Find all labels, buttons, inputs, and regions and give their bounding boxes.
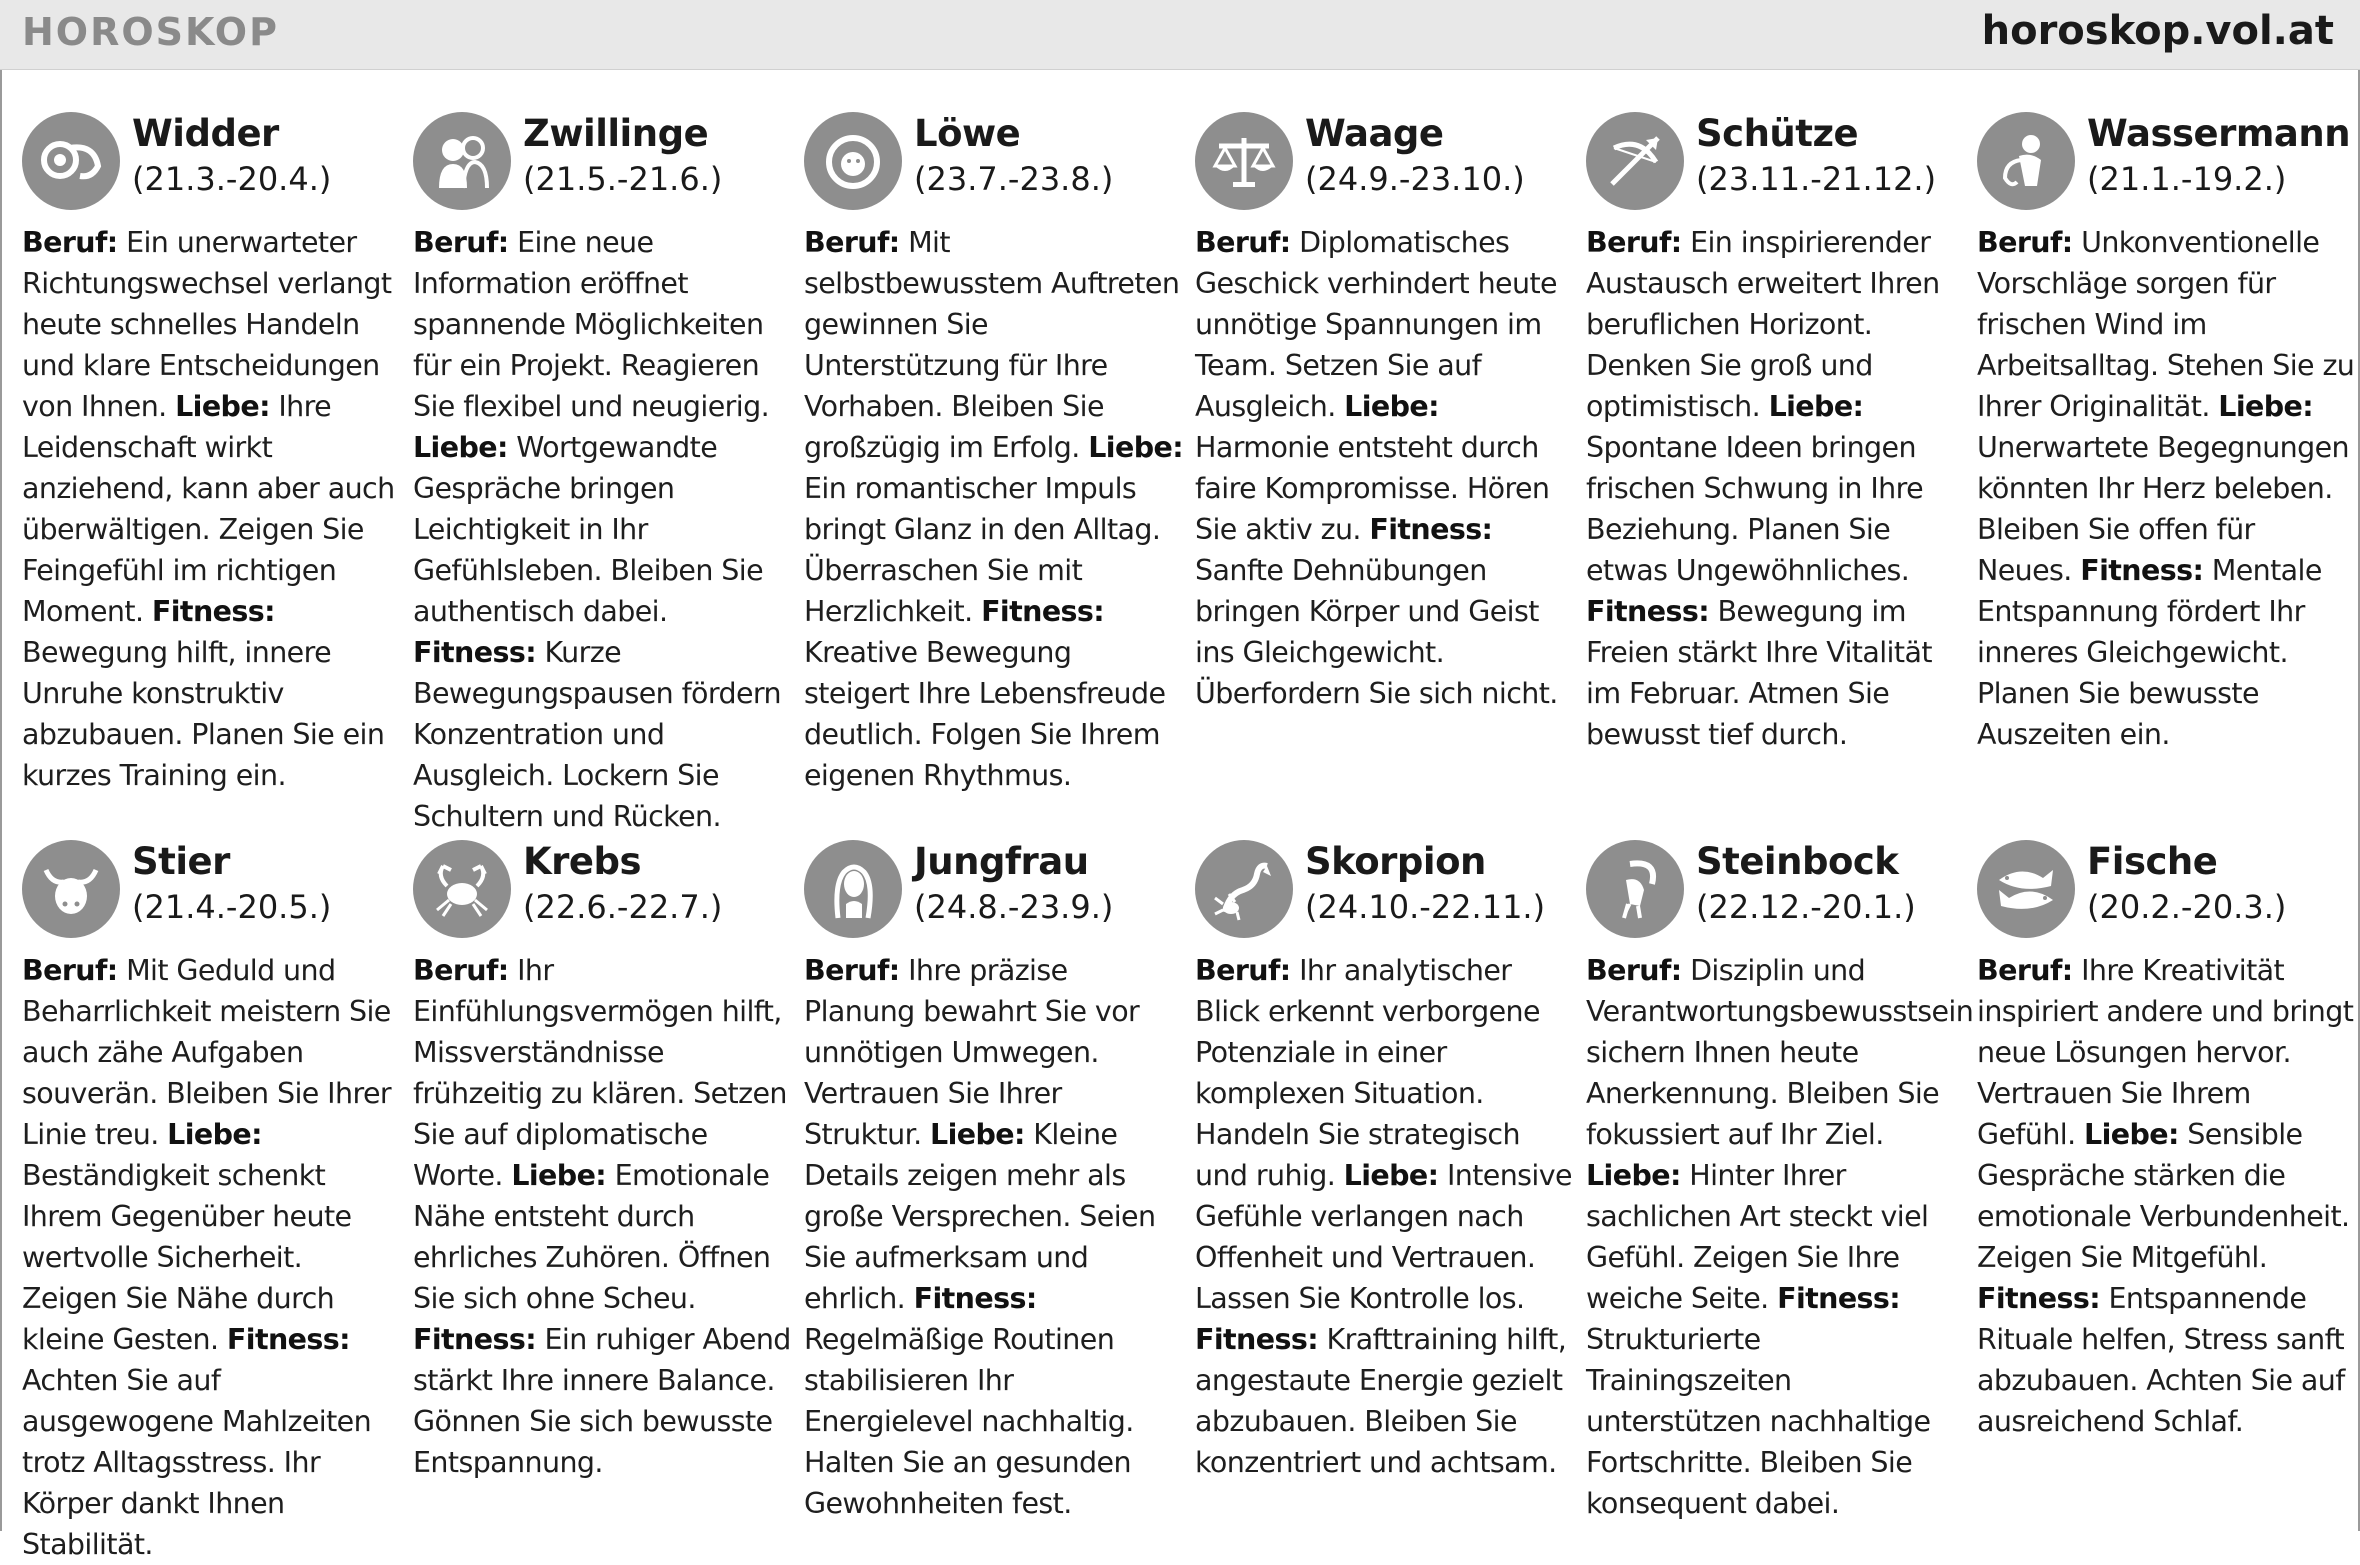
beruf-label: Beruf: [22,226,118,259]
liebe-label: Liebe: [175,390,270,423]
fitness-label: Fitness: [1586,595,1710,628]
sign-dates: (22.6.-22.7.) [523,888,723,926]
beruf-label: Beruf: [1195,954,1291,987]
beruf-label: Beruf: [804,226,900,259]
fitness-text: Krafttraining hilft, angestaute Energie gezielt abzubauen. Bleiben Sie konzentriert und achtsam. [1195,1323,1567,1479]
fitness-label: Fitness: [226,1323,350,1356]
sign-dates: (21.1.-19.2.) [2087,160,2287,198]
liebe-label: Liebe: [511,1159,607,1192]
beruf-label: Beruf: [1977,226,2073,259]
liebe-label: Liebe: [2084,1118,2179,1151]
fitness-text: Bewegung hilft, innere Unruhe konstruktiv abzubauen. Planen Sie ein kurzes Training ein. [22,636,385,792]
fish-icon [1977,840,2075,938]
beruf-text: Mit selbstbewusstem Auftreten gewinnen Sie Unterstützung für Ihre Vorhaben. Bleiben Sie großzügig im Erfolg. [804,226,1180,464]
sign-name: Löwe [914,112,1021,155]
liebe-label: Liebe: [1586,1159,1681,1192]
fitness-text: Strukturierte Trainingszeiten unterstützen nachhaltige Fortschritte. Bleiben Sie konsequent dabei. [1586,1323,1931,1520]
sign-name: Jungfrau [914,840,1089,883]
sign-card-schuetze [1586,112,1966,755]
scorpion-icon [1195,840,1293,938]
header-bar [0,0,2360,70]
liebe-text: Intensive Gefühle verlangen nach Offenheit und Vertrauen. Lassen Sie Kontrolle los. [1195,1159,1572,1315]
fitness-label: Fitness: [1977,1282,2101,1315]
beruf-label: Beruf: [804,954,900,987]
liebe-text: Spontane Ideen bringen frischen Schwung in Ihre Beziehung. Planen Sie etwas Ungewöhnliches. [1586,431,1924,587]
sign-text [804,950,1184,1524]
fitness-text: Achten Sie auf ausgewogene Mahlzeiten trotz Alltagsstress. Ihr Körper dankt Ihnen Stabilität. [22,1364,372,1561]
liebe-label: Liebe: [1088,431,1184,464]
sign-card-loewe [804,112,1184,796]
liebe-text: Sensible Gespräche stärken die emotionale Verbundenheit. Zeigen Sie Mitgefühl. [1977,1118,2350,1274]
sign-text [1977,222,2357,755]
fitness-label: Fitness: [981,595,1105,628]
virgin-icon [804,840,902,938]
sign-dates: (24.10.-22.11.) [1305,888,1546,926]
fitness-label: Fitness: [913,1282,1037,1315]
sign-card-wassermann [1977,112,2357,755]
beruf-label: Beruf: [413,226,509,259]
liebe-label: Liebe: [1343,1159,1439,1192]
beruf-text: Disziplin und Verantwortungsbewusstsein sichern Ihnen heute Anerkennung. Bleiben Sie fokussiert auf Ihr Ziel. [1586,954,1974,1151]
beruf-text: Ein inspirierender Austausch erweitert Ihren beruflichen Horizont. Denken Sie groß und optimistisch. [1586,226,1940,423]
sign-text [413,950,793,1483]
sign-dates: (24.9.-23.10.) [1305,160,1525,198]
sign-text [1195,222,1575,714]
fitness-label: Fitness: [413,1323,537,1356]
beruf-text: Ihre präzise Planung bewahrt Sie vor unnötigen Umwegen. Vertrauen Sie Ihrer Struktur. [804,954,1140,1151]
fitness-text: Regelmäßige Routinen stabilisieren Ihr Energielevel nachhaltig. Halten Sie an gesunden Gewohnheiten fest. [804,1323,1134,1520]
goat-icon [1586,840,1684,938]
ram-icon [22,112,120,210]
fitness-text: Sanfte Dehnübungen bringen Körper und Geist ins Gleichgewicht. Überfordern Sie sich nicht. [1195,554,1558,710]
sign-text [1586,950,1974,1524]
sign-text [1586,222,1966,755]
sign-card-skorpion [1195,840,1575,1483]
beruf-label: Beruf: [22,954,118,987]
fitness-label: Fitness: [1777,1282,1901,1315]
beruf-label: Beruf: [1586,954,1682,987]
sign-dates: (21.4.-20.5.) [132,888,332,926]
sign-card-jungfrau [804,840,1184,1524]
archer-icon [1586,112,1684,210]
site-url[interactable]: horoskop.vol.at [1981,8,2334,54]
sign-card-widder [22,112,402,796]
sign-text [1977,950,2357,1442]
liebe-text: Kleine Details zeigen mehr als große Versprechen. Seien Sie aufmerksam und ehrlich. [804,1118,1156,1315]
liebe-label: Liebe: [930,1118,1025,1151]
liebe-text: Ihre Leidenschaft wirkt anziehend, kann aber auch überwältigen. Zeigen Sie Feingefühl im richtigen Moment. [22,390,395,628]
fitness-label: Fitness: [1369,513,1493,546]
liebe-text: Ein romantischer Impuls bringt Glanz in den Alltag. Überraschen Sie mit Herzlichkeit. [804,472,1161,628]
liebe-text: Unerwartete Begegnungen könnten Ihr Herz beleben. Bleiben Sie offen für Neues. [1977,431,2350,587]
sign-text [413,222,793,837]
sign-name: Fische [2087,840,2218,883]
liebe-label: Liebe: [2218,390,2314,423]
fitness-text: Ein ruhiger Abend stärkt Ihre innere Balance. Gönnen Sie sich bewusste Entspannung. [413,1323,791,1479]
sign-dates: (24.8.-23.9.) [914,888,1114,926]
page-title: HOROSKOP [22,10,279,54]
sign-dates: (22.12.-20.1.) [1696,888,1916,926]
fitness-text: Kreative Bewegung steigert Ihre Lebensfreude deutlich. Folgen Sie Ihrem eigenen Rhythmus. [804,636,1166,792]
beruf-label: Beruf: [1195,226,1291,259]
sign-card-fische [1977,840,2357,1442]
fitness-label: Fitness: [151,595,275,628]
beruf-text: Ihre Kreativität inspiriert andere und bringt neue Lösungen hervor. Vertrauen Sie Ihrem Gefühl. [1977,954,2354,1151]
fitness-label: Fitness: [2080,554,2204,587]
beruf-text: Ihr Einfühlungsvermögen hilft, Missverständnisse frühzeitig zu klären. Setzen Sie auf diplomatische Worte. [413,954,787,1192]
sign-text [1195,950,1575,1483]
fitness-text: Bewegung im Freien stärkt Ihre Vitalität im Februar. Atmen Sie bewusst tief durch. [1586,595,1932,751]
sign-card-stier [22,840,402,1565]
sign-text [22,222,402,796]
sign-name: Wassermann [2087,112,2351,155]
sign-name: Schütze [1696,112,1859,155]
liebe-label: Liebe: [1344,390,1439,423]
sign-card-waage [1195,112,1575,714]
liebe-text: Beständigkeit schenkt Ihrem Gegenüber heute wertvolle Sicherheit. Zeigen Sie Nähe durch kleine Gesten. [22,1159,352,1356]
beruf-text: Unkonventionelle Vorschläge sorgen für frischen Wind im Arbeitsalltag. Stehen Sie zu Ihrer Originalität. [1977,226,2355,423]
water-bearer-icon [1977,112,2075,210]
sign-text [804,222,1184,796]
sign-name: Waage [1305,112,1444,155]
beruf-label: Beruf: [1977,954,2073,987]
sign-dates: (21.3.-20.4.) [132,160,332,198]
sign-card-krebs [413,840,793,1483]
beruf-label: Beruf: [1586,226,1682,259]
crab-icon [413,840,511,938]
liebe-label: Liebe: [1768,390,1864,423]
sign-dates: (21.5.-21.6.) [523,160,723,198]
beruf-text: Ihr analytischer Blick erkennt verborgene Potenziale in einer komplexen Situation. Handeln Sie strategisch und ruhig. [1195,954,1540,1192]
fitness-text: Mentale Entspannung fördert Ihr inneres Gleichgewicht. Planen Sie bewusste Auszeiten ein. [1977,554,2322,751]
sign-name: Stier [132,840,230,883]
bull-icon [22,840,120,938]
liebe-text: Emotionale Nähe entsteht durch ehrliches Zuhören. Öffnen Sie sich ohne Scheu. [413,1159,771,1315]
liebe-text: Wortgewandte Gespräche bringen Leichtigkeit in Ihr Gefühlsleben. Bleiben Sie authentisch dabei. [413,431,764,628]
beruf-text: Eine neue Information eröffnet spannende Möglichkeiten für ein Projekt. Reagieren Sie flexibel und neugierig. [413,226,770,423]
sign-name: Zwillinge [523,112,709,155]
liebe-label: Liebe: [413,431,508,464]
fitness-text: Entspannende Rituale helfen, Stress sanft abzubauen. Achten Sie auf ausreichend Schlaf. [1977,1282,2345,1438]
fitness-label: Fitness: [1195,1323,1319,1356]
sign-name: Widder [132,112,279,155]
sign-name: Krebs [523,840,642,883]
sign-name: Steinbock [1696,840,1899,883]
sign-dates: (23.7.-23.8.) [914,160,1114,198]
sign-card-steinbock [1586,840,1974,1524]
liebe-text: Harmonie entsteht durch faire Kompromisse. Hören Sie aktiv zu. [1195,431,1550,546]
beruf-text: Ein unerwarteter Richtungswechsel verlangt heute schnelles Handeln und klare Entscheidungen von Ihnen. [22,226,392,423]
liebe-label: Liebe: [167,1118,262,1151]
beruf-text: Diplomatisches Geschick verhindert heute unnötige Spannungen im Team. Setzen Sie auf Ausgleich. [1195,226,1557,423]
sign-dates: (23.11.-21.12.) [1696,160,1937,198]
sign-name: Skorpion [1305,840,1486,883]
sign-text [22,950,402,1565]
beruf-label: Beruf: [413,954,509,987]
sign-dates: (20.2.-20.3.) [2087,888,2287,926]
lion-icon [804,112,902,210]
liebe-text: Hinter Ihrer sachlichen Art steckt viel Gefühl. Zeigen Sie Ihre weiche Seite. [1586,1159,1929,1315]
fitness-label: Fitness: [413,636,537,669]
twins-icon [413,112,511,210]
scales-icon [1195,112,1293,210]
fitness-text: Kurze Bewegungspausen fördern Konzentration und Ausgleich. Lockern Sie Schultern und Rücken. [413,636,781,833]
beruf-text: Mit Geduld und Beharrlichkeit meistern Sie auch zähe Aufgaben souverän. Bleiben Sie Ihrer Linie treu. [22,954,391,1151]
sign-card-zwillinge [413,112,793,837]
